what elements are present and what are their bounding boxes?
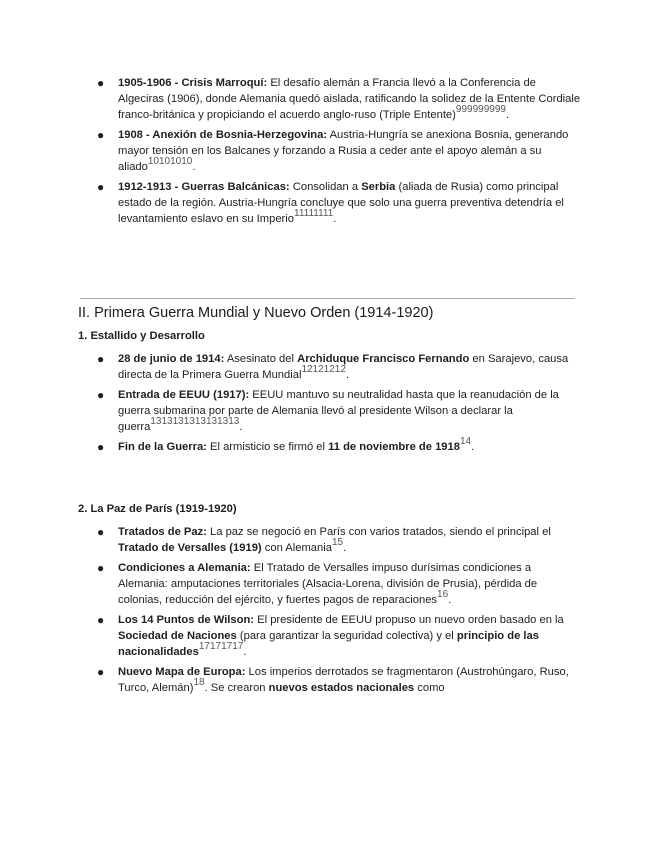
item-text: Austria-Hungría se anexiona Bosnia, generando mayor tensión en los Balcanes y forzando a Rusia a ceder ante el apoyo alemán a su aliado — [118, 129, 569, 173]
list-item — [0, 612, 655, 660]
item-emphasis: principio de las nacionalidades — [118, 630, 539, 658]
item-title: Nuevo Mapa de Europa: — [118, 666, 246, 678]
item-end: . — [448, 594, 452, 606]
bullet-dot: ● — [97, 440, 105, 454]
item-text: EEUU mantuvo su neutralidad hasta que la reanudación de la guerra submarina por parte de Alemania llevó al presidente Wilson a declarar la guerra — [118, 389, 559, 433]
item-text: en Sarajevo, causa directa de la Primera Guerra Mundial — [118, 353, 569, 381]
item-emphasis: 11 de noviembre de 1918 — [328, 441, 460, 453]
item-emphasis: Serbia — [361, 181, 396, 193]
item-text: La paz se negoció en París con varios tratados, siendo el principal el — [206, 526, 551, 538]
item-text: El Tratado de Versalles impuso durísimas condiciones a Alemania: amputaciones territoriales (Alsacia-Lorena, división de Prusia), pérdida de colonias, reducción del ejército, y fuertes pagos de reparaciones — [118, 562, 538, 606]
subsection-heading: 1. Estallido y Desarrollo — [78, 330, 205, 342]
footnote-ref[interactable]: 999999999 — [455, 104, 506, 115]
list-item — [0, 560, 655, 608]
bullet-dot: ● — [97, 388, 105, 402]
item-text: El presidente de EEUU propuso un nuevo orden basado en la — [254, 614, 564, 626]
footnote-ref[interactable]: 16 — [437, 589, 449, 600]
bullet-dot: ● — [97, 613, 105, 627]
list-item — [0, 351, 655, 383]
footnote-ref[interactable]: 12121212 — [301, 364, 346, 375]
item-title: 1908 - Anexión de Bosnia-Herzegovina: — [118, 129, 328, 141]
list-item — [0, 436, 655, 455]
item-text: Asesinato del — [224, 353, 298, 365]
paz-bullets — [0, 524, 655, 700]
item-text: (para garantizar la seguridad colectiva) y el — [236, 630, 457, 642]
item-emphasis: Sociedad de Naciones — [118, 630, 237, 642]
item-text: El desafío alemán a Francia llevó a la Conferencia de Algeciras (1906), donde Alemania quedó aislada, ratificando la solidez de la Entente Cordiale franco-británica y propiciando el acuerdo anglo-ruso (Triple Entente) — [118, 77, 581, 121]
item-end: . — [192, 161, 196, 173]
horizontal-divider — [80, 298, 575, 299]
item-title: Tratados de Paz: — [118, 526, 207, 538]
footnote-ref[interactable]: 18 — [193, 677, 205, 688]
item-text: como — [414, 682, 445, 694]
item-text: con Alemania — [261, 542, 332, 554]
list-item — [0, 75, 655, 123]
item-title: Los 14 Puntos de Wilson: — [118, 614, 255, 626]
list-item — [0, 664, 655, 696]
footnote-ref[interactable]: 10101010 — [147, 156, 193, 167]
estallido-bullets — [0, 351, 655, 459]
footnote-ref[interactable]: 1313131313131313 — [150, 416, 240, 427]
item-end: . — [239, 421, 243, 433]
item-title: Entrada de EEUU (1917): — [118, 389, 250, 401]
item-end: . — [345, 369, 350, 381]
footnote-ref[interactable]: 17171717 — [198, 641, 244, 652]
item-end: . — [333, 213, 337, 225]
footnote-ref[interactable]: 14 — [459, 436, 472, 447]
bullet-dot: ● — [97, 665, 105, 679]
item-title: Fin de la Guerra: — [118, 441, 207, 453]
footnote-ref[interactable]: 15 — [331, 537, 344, 548]
intro-bullets — [0, 75, 655, 231]
list-item — [0, 179, 655, 227]
list-item — [0, 524, 655, 556]
item-end: . — [505, 109, 510, 121]
bullet-dot: ● — [97, 180, 105, 194]
item-title: 1912-1913 - Guerras Balcánicas: — [118, 181, 290, 193]
item-end: . — [243, 646, 247, 658]
bullet-dot: ● — [97, 76, 105, 90]
section-title: II. Primera Guerra Mundial y Nuevo Orden (1914-1920) — [78, 305, 434, 321]
item-title: 1905-1906 - Crisis Marroquí: — [118, 77, 268, 89]
item-text: Consolidan a — [289, 181, 362, 193]
item-emphasis: Tratado de Versalles (1919) — [118, 542, 262, 554]
item-text: Los imperios derrotados se fragmentaron (Austrohúngaro, Ruso, Turco, Alemán) — [118, 666, 569, 694]
list-item — [0, 387, 655, 435]
subsection-heading: 2. La Paz de París (1919-1920) — [78, 503, 237, 515]
item-text: El armisticio se firmó el — [206, 441, 329, 453]
bullet-dot: ● — [97, 352, 105, 366]
item-emphasis: nuevos estados nacionales — [268, 682, 415, 694]
item-text: (aliada de Rusia) como principal estado de la región. Austria-Hungría concluye que solo una guerra preventiva detendría el levantamiento eslavo en su Imperio — [118, 181, 564, 225]
bullet-dot: ● — [97, 525, 105, 539]
list-item — [0, 127, 655, 175]
bullet-dot: ● — [97, 561, 105, 575]
item-text: . Se crearon — [204, 682, 269, 694]
bullet-dot: ● — [97, 128, 105, 142]
footnote-ref[interactable]: 11111111 — [294, 208, 334, 219]
item-title: 28 de junio de 1914: — [118, 353, 225, 365]
item-emphasis: Archiduque Francisco Fernando — [297, 353, 470, 365]
item-title: Condiciones a Alemania: — [118, 562, 251, 574]
item-end: . — [471, 441, 475, 453]
item-end: . — [343, 542, 347, 554]
